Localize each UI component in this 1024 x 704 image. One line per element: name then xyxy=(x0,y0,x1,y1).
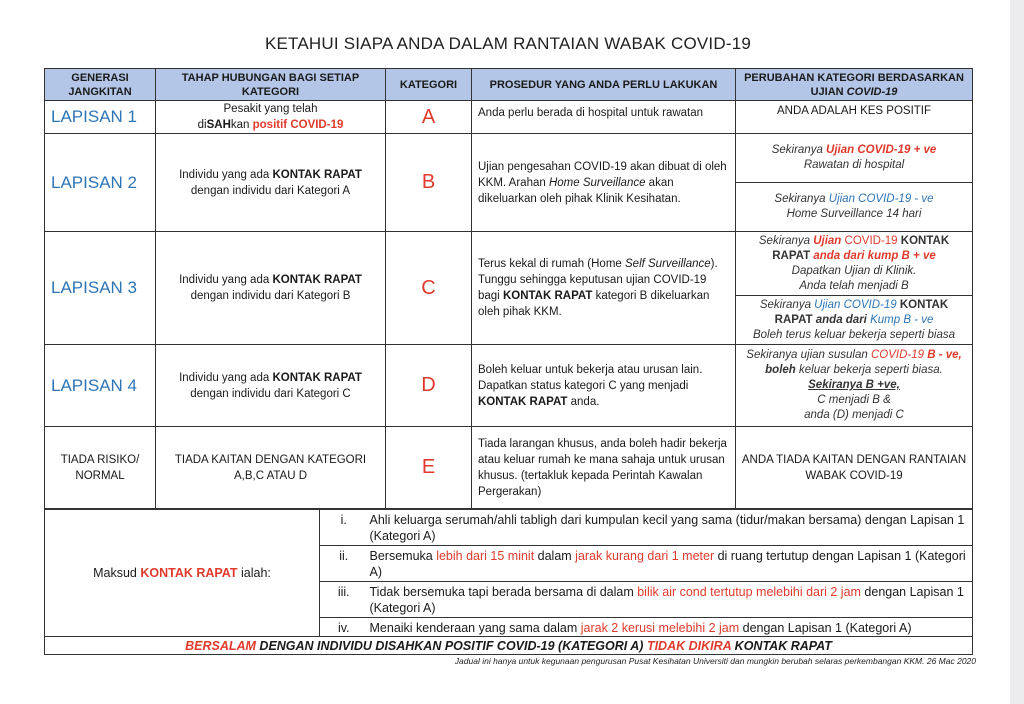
item-number: i. xyxy=(320,510,368,546)
maksud-kontak-rapat-label: Maksud KONTAK RAPAT ialah: xyxy=(45,510,320,637)
definition-item-3: Tidak bersemuka tapi berada bersama di dalam bilik air cond tertutup melebihi dari 2 jam dengan Lapisan 1 (Kategori A) xyxy=(368,582,973,618)
prosedur-lapisan-3: Terus kekal di rumah (Home Self Surveillance). Tunggu sehingga keputusan ujian COVID-19 bagi KONTAK RAPAT kategori B dikeluarkan oleh pihak KKM. xyxy=(472,232,736,345)
hubungan-tiada-kaitan: TIADA KAITAN DENGAN KATEGORI A,B,C ATAU D xyxy=(156,427,386,509)
lapisan-2-label: LAPISAN 2 xyxy=(45,134,156,232)
perubahan-lapisan-4: Sekiranya ujian susulan COVID-19 B - ve, boleh keluar bekerja seperti biasa. Sekiranya B +ve, C menjadi B & anda (D) menjadi C xyxy=(736,345,973,427)
perubahan-tiada-kaitan: ANDA TIADA KAITAN DENGAN RANTAIAN WABAK COVID-19 xyxy=(736,427,973,509)
page-title: KETAHUI SIAPA ANDA DALAM RANTAIAN WABAK COVID-19 xyxy=(264,34,752,53)
definition-item-4: Menaiki kenderaan yang sama dalam jarak 2 kerusi melebihi 2 jam dengan Lapisan 1 (Kategori A) xyxy=(368,618,973,637)
definition-item-1: Ahli keluarga serumah/ahli tabligh dari kumpulan kecil yang sama (tidur/makan bersama) dengan Lapisan 1 (Kategori A) xyxy=(368,510,973,546)
footnote: Jadual ini hanya untuk kegunaan pengurusan Pusat Kesihatan Universiti dan mungkin berubah selaras perkembangan KKM. 26 Mac 2020 xyxy=(454,656,976,666)
table-row xyxy=(45,345,973,427)
covid-category-table xyxy=(44,68,973,509)
prosedur-lapisan-4: Boleh keluar untuk bekerja atau urusan lain. Dapatkan status kategori C yang menjadi KONTAK RAPAT anda. xyxy=(472,345,736,427)
prosedur-lapisan-2: Ujian pengesahan COVID-19 akan dibuat di oleh KKM. Arahan Home Surveillance akan dikeluarkan oleh pihak Klinik Kesihatan. xyxy=(472,134,736,232)
table-row xyxy=(45,134,973,183)
kategori-d: D xyxy=(386,345,472,427)
hubungan-lapisan-3: Individu yang ada KONTAK RAPAT dengan individu dari Kategori B xyxy=(156,232,386,345)
hubungan-lapisan-4: Individu yang ada KONTAK RAPAT dengan individu dari Kategori C xyxy=(156,345,386,427)
hubungan-lapisan-2: Individu yang ada KONTAK RAPAT dengan individu dari Kategori A xyxy=(156,134,386,232)
kategori-a: A xyxy=(386,101,472,134)
table-row xyxy=(45,427,973,509)
lapisan-4-label: LAPISAN 4 xyxy=(45,345,156,427)
kategori-b: B xyxy=(386,134,472,232)
perubahan-lapisan-1: ANDA ADALAH KES POSITIF xyxy=(736,101,973,134)
table-row xyxy=(45,101,973,134)
header-tahap-hubungan: TAHAP HUBUNGAN BAGI SETIAP KATEGORI xyxy=(156,69,386,101)
tiada-risiko-label: TIADA RISIKO/ NORMAL xyxy=(45,427,156,509)
prosedur-lapisan-1: Anda perlu berada di hospital untuk rawatan xyxy=(472,101,736,134)
lapisan-1-label: LAPISAN 1 xyxy=(45,101,156,134)
item-number: iv. xyxy=(320,618,368,637)
item-number: iii. xyxy=(320,582,368,618)
header-generasi: GENERASI JANGKITAN xyxy=(45,69,156,101)
table-header-row xyxy=(45,69,973,101)
item-number: ii. xyxy=(320,546,368,582)
header-prosedur: PROSEDUR YANG ANDA PERLU LAKUKAN xyxy=(472,69,736,101)
kategori-c: C xyxy=(386,232,472,345)
final-note-row xyxy=(45,637,973,655)
lapisan-3-label: LAPISAN 3 xyxy=(45,232,156,345)
perubahan-lapisan-3-negatif: Sekiranya Ujian COVID-19 KONTAK RAPAT anda dari Kump B - ve Boleh terus keluar bekerja seperti biasa xyxy=(736,296,973,345)
perubahan-lapisan-3-positif: Sekiranya Ujian COVID-19 KONTAK RAPAT anda dari kump B + ve Dapatkan Ujian di Klinik. Anda telah menjadi B xyxy=(736,232,973,296)
header-kategori: KATEGORI xyxy=(386,69,472,101)
perubahan-lapisan-2-positif: Sekiranya Ujian COVID-19 + ve Rawatan di hospital xyxy=(736,134,973,183)
list-item xyxy=(45,510,973,546)
definition-item-2: Bersemuka lebih dari 15 minit dalam jarak kurang dari 1 meter di ruang tertutup dengan Lapisan 1 (Kategori A) xyxy=(368,546,973,582)
prosedur-tiada-risiko: Tiada larangan khusus, anda boleh hadir bekerja atau keluar rumah ke mana sahaja untuk urusan khusus. (tertakluk kepada Perintah Kawalan Pergerakan) xyxy=(472,427,736,509)
header-perubahan: PERUBAHAN KATEGORI BERDASARKAN UJIAN COVID-19 xyxy=(736,69,973,101)
table-row xyxy=(45,232,973,296)
kontak-rapat-definition-table xyxy=(44,509,973,655)
perubahan-lapisan-2-negatif: Sekiranya Ujian COVID-19 - ve Home Surveillance 14 hari xyxy=(736,183,973,232)
hubungan-lapisan-1: Pesakit yang telah diSAHkan positif COVID-19 xyxy=(156,101,386,134)
bersalam-note: BERSALAM DENGAN INDIVIDU DISAHKAN POSITIF COVID-19 (KATEGORI A) TIDAK DIKIRA KONTAK RAPAT xyxy=(45,637,973,655)
kategori-e: E xyxy=(386,427,472,509)
